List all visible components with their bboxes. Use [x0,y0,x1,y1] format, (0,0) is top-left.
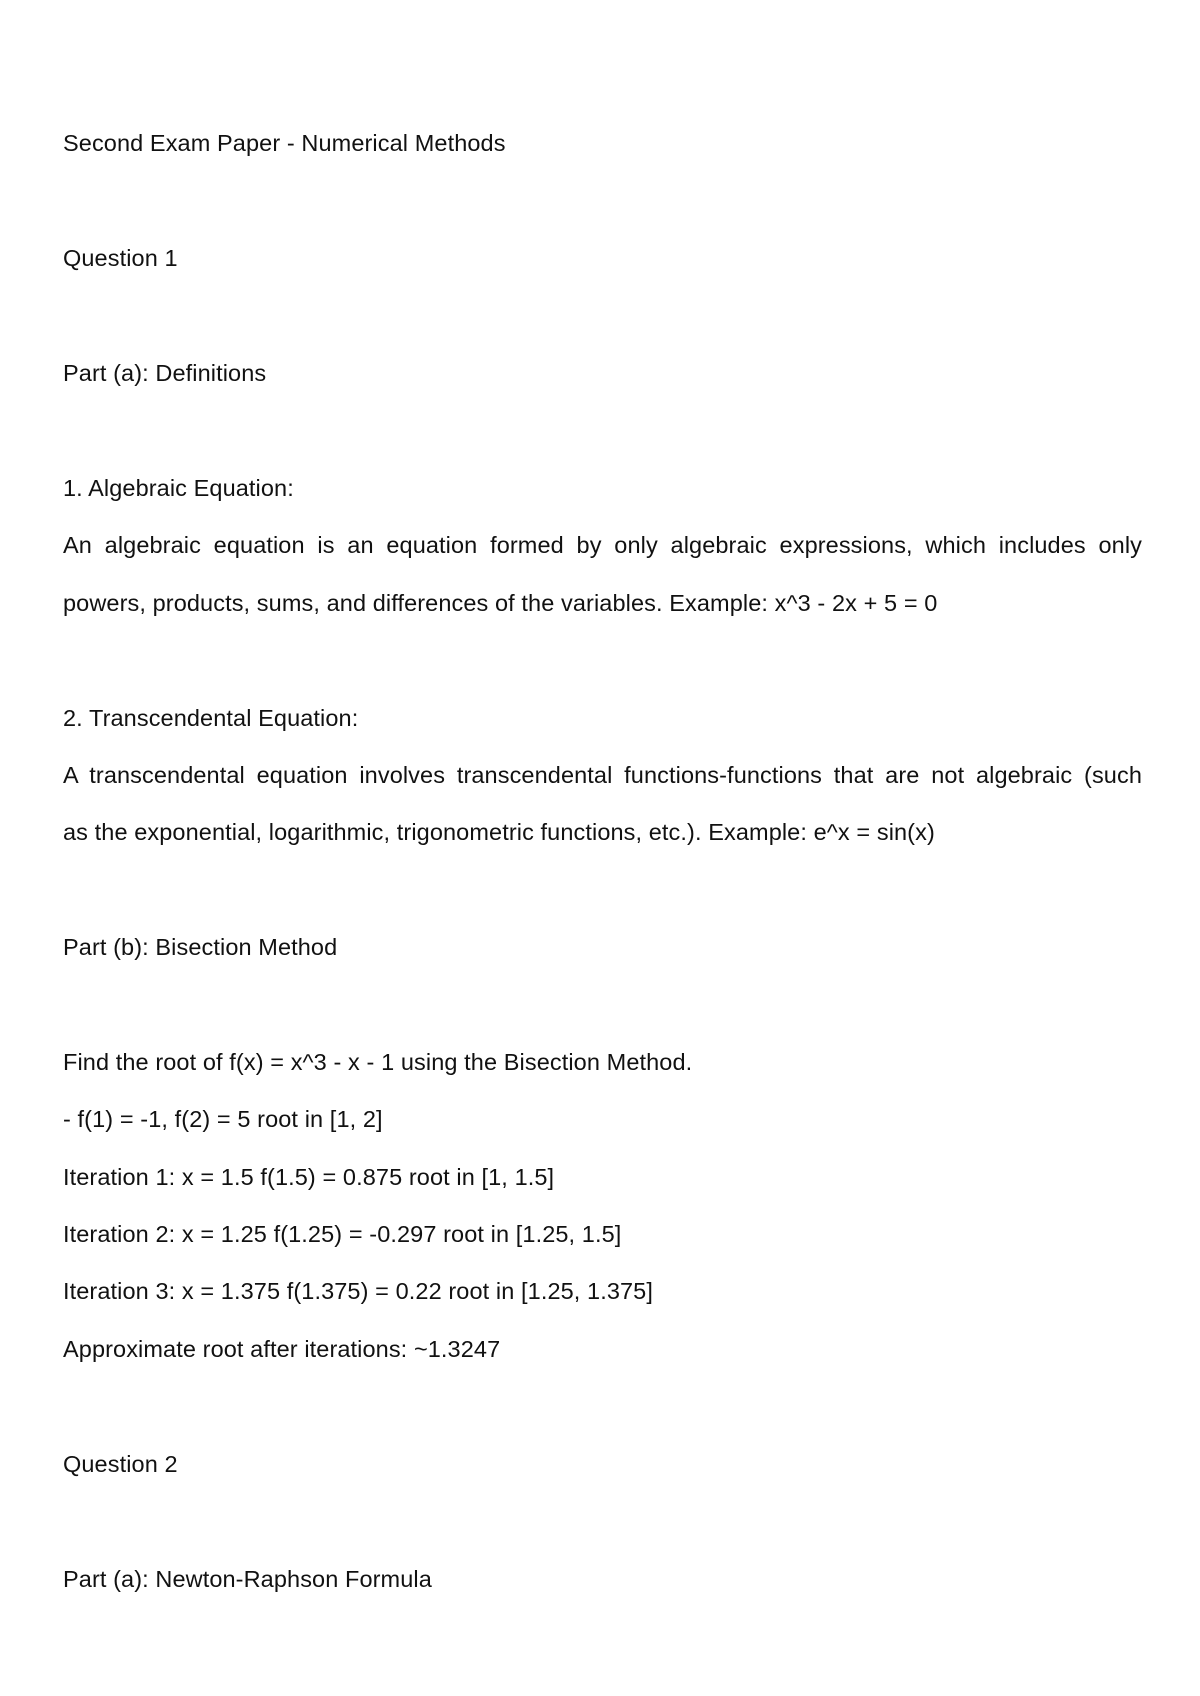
bisection-problem: Find the root of f(x) = x^3 - x - 1 using the Bisection Method. [63,1049,693,1075]
transcendental-equation-text-line-2: as the exponential, logarithmic, trigonometric functions, etc.). Example: e^x = sin(x) [63,819,935,845]
bisection-iteration-1: Iteration 1: x = 1.5 f(1.5) = 0.875 root in [1, 1.5] [63,1164,555,1190]
algebraic-equation-heading: 1. Algebraic Equation: [63,475,294,501]
bisection-initial-step: - f(1) = -1, f(2) = 5 root in [1, 2] [63,1106,383,1132]
bisection-iteration-3: Iteration 3: x = 1.375 f(1.375) = 0.22 root in [1.25, 1.375] [63,1278,653,1304]
document-title: Second Exam Paper - Numerical Methods [63,130,506,156]
algebraic-equation-text-line-1: An algebraic equation is an equation formed by only algebraic expressions, which includes only [63,532,1142,558]
q1-part-a-heading: Part (a): Definitions [63,360,267,386]
transcendental-equation-heading: 2. Transcendental Equation: [63,705,359,731]
bisection-result: Approximate root after iterations: ~1.3247 [63,1336,501,1362]
bisection-iteration-2: Iteration 2: x = 1.25 f(1.25) = -0.297 root in [1.25, 1.5] [63,1221,622,1247]
transcendental-equation-text-line-1: A transcendental equation involves transcendental functions-functions that are not algebraic (such [63,762,1142,788]
question-2-heading: Question 2 [63,1451,178,1477]
algebraic-equation-text-line-2: powers, products, sums, and differences of the variables. Example: x^3 - 2x + 5 = 0 [63,590,938,616]
q2-part-a-heading: Part (a): Newton-Raphson Formula [63,1566,432,1592]
q1-part-b-heading: Part (b): Bisection Method [63,934,338,960]
question-1-heading: Question 1 [63,245,178,271]
